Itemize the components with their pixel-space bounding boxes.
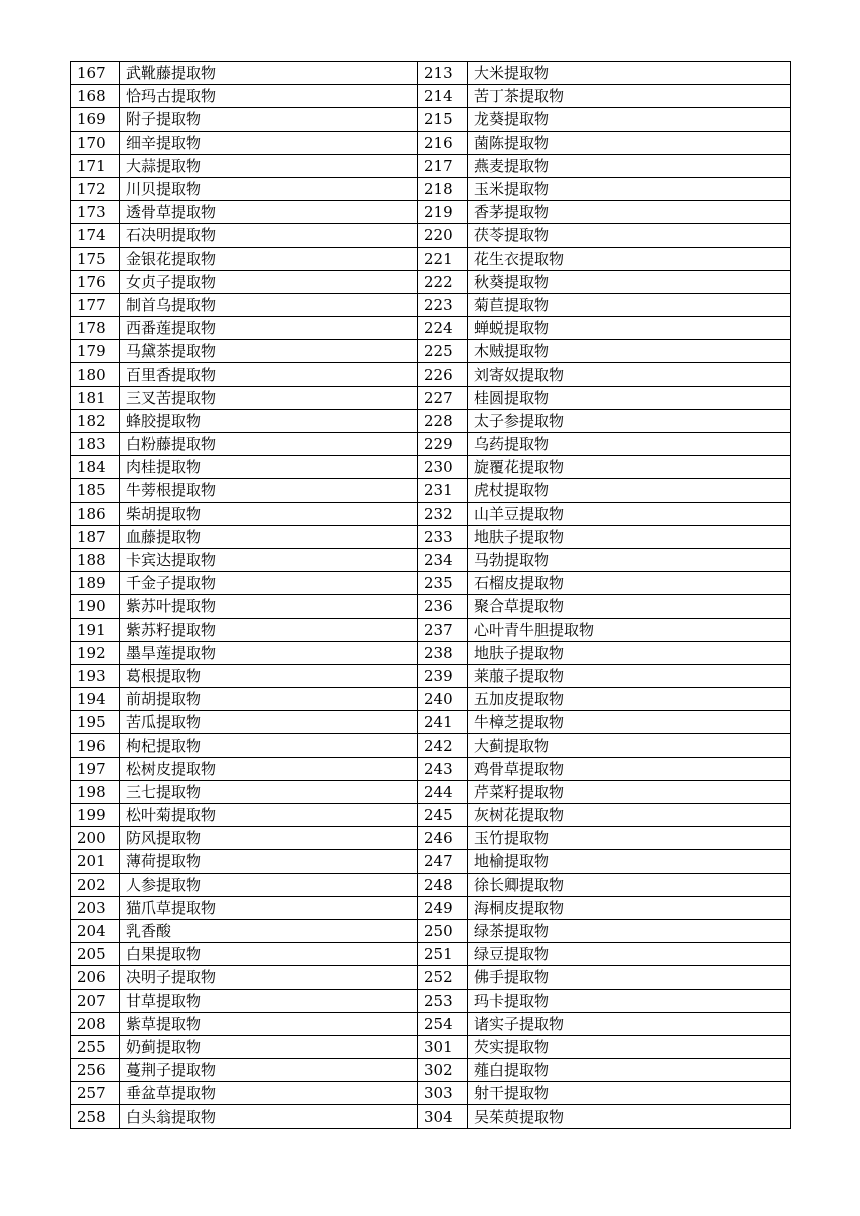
right-number-cell: 217 [418, 154, 468, 177]
table-row [71, 85, 791, 108]
right-number-cell: 252 [418, 966, 468, 989]
left-ingredient-cell: 垂盆草提取物 [120, 1082, 418, 1105]
table-row [71, 247, 791, 270]
left-number-cell: 258 [71, 1105, 120, 1128]
left-ingredient-cell: 川贝提取物 [120, 177, 418, 200]
left-ingredient-cell: 薄荷提取物 [120, 850, 418, 873]
left-number-cell: 176 [71, 270, 120, 293]
left-number-cell: 183 [71, 433, 120, 456]
table-row [71, 873, 791, 896]
left-number-cell: 194 [71, 688, 120, 711]
left-number-cell: 198 [71, 780, 120, 803]
table-row [71, 340, 791, 363]
right-ingredient-cell: 虎杖提取物 [468, 479, 791, 502]
right-number-cell: 243 [418, 757, 468, 780]
right-ingredient-cell: 芡实提取物 [468, 1035, 791, 1058]
left-ingredient-cell: 葛根提取物 [120, 664, 418, 687]
left-number-cell: 169 [71, 108, 120, 131]
table-row [71, 919, 791, 942]
right-ingredient-cell: 地肤子提取物 [468, 525, 791, 548]
table-row [71, 363, 791, 386]
ingredient-table [70, 61, 791, 1129]
left-number-cell: 172 [71, 177, 120, 200]
table-row [71, 572, 791, 595]
left-number-cell: 186 [71, 502, 120, 525]
left-number-cell: 257 [71, 1082, 120, 1105]
right-ingredient-cell: 苦丁茶提取物 [468, 85, 791, 108]
table-row [71, 456, 791, 479]
right-ingredient-cell: 聚合草提取物 [468, 595, 791, 618]
left-number-cell: 199 [71, 804, 120, 827]
left-ingredient-cell: 防风提取物 [120, 827, 418, 850]
left-ingredient-cell: 血藤提取物 [120, 525, 418, 548]
right-ingredient-cell: 佛手提取物 [468, 966, 791, 989]
right-ingredient-cell: 乌药提取物 [468, 433, 791, 456]
right-number-cell: 223 [418, 293, 468, 316]
right-number-cell: 301 [418, 1035, 468, 1058]
right-ingredient-cell: 鸡骨草提取物 [468, 757, 791, 780]
table-row [71, 827, 791, 850]
right-ingredient-cell: 玛卡提取物 [468, 989, 791, 1012]
left-number-cell: 202 [71, 873, 120, 896]
table-row [71, 989, 791, 1012]
right-number-cell: 230 [418, 456, 468, 479]
left-number-cell: 167 [71, 62, 120, 85]
left-number-cell: 200 [71, 827, 120, 850]
table-row [71, 479, 791, 502]
left-number-cell: 207 [71, 989, 120, 1012]
right-number-cell: 228 [418, 409, 468, 432]
left-ingredient-cell: 制首乌提取物 [120, 293, 418, 316]
left-number-cell: 201 [71, 850, 120, 873]
table-row [71, 548, 791, 571]
table-row [71, 664, 791, 687]
table-row [71, 734, 791, 757]
left-number-cell: 189 [71, 572, 120, 595]
right-number-cell: 250 [418, 919, 468, 942]
left-ingredient-cell: 白粉藤提取物 [120, 433, 418, 456]
right-ingredient-cell: 秋葵提取物 [468, 270, 791, 293]
left-ingredient-cell: 马黛茶提取物 [120, 340, 418, 363]
right-ingredient-cell: 燕麦提取物 [468, 154, 791, 177]
right-ingredient-cell: 玉竹提取物 [468, 827, 791, 850]
table-row [71, 1035, 791, 1058]
right-ingredient-cell: 海桐皮提取物 [468, 896, 791, 919]
right-number-cell: 239 [418, 664, 468, 687]
right-number-cell: 303 [418, 1082, 468, 1105]
right-ingredient-cell: 灰树花提取物 [468, 804, 791, 827]
table-row [71, 525, 791, 548]
table-row [71, 618, 791, 641]
table-row [71, 108, 791, 131]
table-row [71, 154, 791, 177]
left-ingredient-cell: 紫草提取物 [120, 1012, 418, 1035]
right-number-cell: 233 [418, 525, 468, 548]
right-number-cell: 244 [418, 780, 468, 803]
left-number-cell: 173 [71, 201, 120, 224]
right-ingredient-cell: 心叶青牛胆提取物 [468, 618, 791, 641]
left-number-cell: 168 [71, 85, 120, 108]
right-ingredient-cell: 玉米提取物 [468, 177, 791, 200]
right-number-cell: 235 [418, 572, 468, 595]
table-row [71, 896, 791, 919]
left-ingredient-cell: 白头翁提取物 [120, 1105, 418, 1128]
right-number-cell: 221 [418, 247, 468, 270]
right-ingredient-cell: 旋覆花提取物 [468, 456, 791, 479]
right-number-cell: 241 [418, 711, 468, 734]
left-ingredient-cell: 大蒜提取物 [120, 154, 418, 177]
table-row [71, 1059, 791, 1082]
right-ingredient-cell: 木贼提取物 [468, 340, 791, 363]
table-row [71, 62, 791, 85]
left-number-cell: 175 [71, 247, 120, 270]
right-ingredient-cell: 牛樟芝提取物 [468, 711, 791, 734]
left-ingredient-cell: 三叉苦提取物 [120, 386, 418, 409]
left-ingredient-cell: 墨旱莲提取物 [120, 641, 418, 664]
right-number-cell: 224 [418, 317, 468, 340]
right-number-cell: 232 [418, 502, 468, 525]
table-row [71, 1082, 791, 1105]
left-number-cell: 255 [71, 1035, 120, 1058]
ingredient-table-body [71, 62, 791, 1129]
right-ingredient-cell: 五加皮提取物 [468, 688, 791, 711]
right-ingredient-cell: 马勃提取物 [468, 548, 791, 571]
left-number-cell: 171 [71, 154, 120, 177]
right-ingredient-cell: 石榴皮提取物 [468, 572, 791, 595]
table-row [71, 131, 791, 154]
right-number-cell: 234 [418, 548, 468, 571]
left-ingredient-cell: 前胡提取物 [120, 688, 418, 711]
left-number-cell: 179 [71, 340, 120, 363]
left-number-cell: 256 [71, 1059, 120, 1082]
right-ingredient-cell: 诸实子提取物 [468, 1012, 791, 1035]
right-ingredient-cell: 桂圆提取物 [468, 386, 791, 409]
table-row [71, 293, 791, 316]
table-row [71, 804, 791, 827]
left-number-cell: 191 [71, 618, 120, 641]
table-row [71, 780, 791, 803]
left-number-cell: 180 [71, 363, 120, 386]
left-number-cell: 192 [71, 641, 120, 664]
table-row [71, 270, 791, 293]
left-number-cell: 185 [71, 479, 120, 502]
left-ingredient-cell: 卡宾达提取物 [120, 548, 418, 571]
left-ingredient-cell: 蔓荆子提取物 [120, 1059, 418, 1082]
right-number-cell: 216 [418, 131, 468, 154]
left-ingredient-cell: 决明子提取物 [120, 966, 418, 989]
right-number-cell: 225 [418, 340, 468, 363]
left-number-cell: 177 [71, 293, 120, 316]
left-number-cell: 204 [71, 919, 120, 942]
right-ingredient-cell: 芹菜籽提取物 [468, 780, 791, 803]
left-number-cell: 188 [71, 548, 120, 571]
left-number-cell: 195 [71, 711, 120, 734]
table-row [71, 595, 791, 618]
left-number-cell: 182 [71, 409, 120, 432]
left-ingredient-cell: 西番莲提取物 [120, 317, 418, 340]
right-ingredient-cell: 菌陈提取物 [468, 131, 791, 154]
left-number-cell: 170 [71, 131, 120, 154]
left-number-cell: 193 [71, 664, 120, 687]
right-ingredient-cell: 吴茱萸提取物 [468, 1105, 791, 1128]
left-number-cell: 196 [71, 734, 120, 757]
right-number-cell: 222 [418, 270, 468, 293]
right-ingredient-cell: 大蓟提取物 [468, 734, 791, 757]
table-row [71, 966, 791, 989]
right-ingredient-cell: 菊苣提取物 [468, 293, 791, 316]
left-ingredient-cell: 透骨草提取物 [120, 201, 418, 224]
left-ingredient-cell: 恰玛古提取物 [120, 85, 418, 108]
left-ingredient-cell: 百里香提取物 [120, 363, 418, 386]
right-ingredient-cell: 刘寄奴提取物 [468, 363, 791, 386]
right-number-cell: 247 [418, 850, 468, 873]
table-row [71, 317, 791, 340]
table-row [71, 386, 791, 409]
left-number-cell: 197 [71, 757, 120, 780]
right-number-cell: 219 [418, 201, 468, 224]
left-ingredient-cell: 白果提取物 [120, 943, 418, 966]
table-row [71, 1105, 791, 1128]
right-ingredient-cell: 射干提取物 [468, 1082, 791, 1105]
right-number-cell: 302 [418, 1059, 468, 1082]
right-ingredient-cell: 地榆提取物 [468, 850, 791, 873]
table-row [71, 409, 791, 432]
right-ingredient-cell: 太子参提取物 [468, 409, 791, 432]
left-ingredient-cell: 松树皮提取物 [120, 757, 418, 780]
right-ingredient-cell: 薤白提取物 [468, 1059, 791, 1082]
left-ingredient-cell: 千金子提取物 [120, 572, 418, 595]
right-number-cell: 248 [418, 873, 468, 896]
right-ingredient-cell: 绿茶提取物 [468, 919, 791, 942]
table-row [71, 502, 791, 525]
left-ingredient-cell: 柴胡提取物 [120, 502, 418, 525]
left-number-cell: 203 [71, 896, 120, 919]
table-row [71, 943, 791, 966]
right-number-cell: 213 [418, 62, 468, 85]
left-ingredient-cell: 附子提取物 [120, 108, 418, 131]
right-ingredient-cell: 地肤子提取物 [468, 641, 791, 664]
right-number-cell: 246 [418, 827, 468, 850]
right-number-cell: 249 [418, 896, 468, 919]
table-row [71, 757, 791, 780]
left-ingredient-cell: 金银花提取物 [120, 247, 418, 270]
right-number-cell: 218 [418, 177, 468, 200]
left-ingredient-cell: 甘草提取物 [120, 989, 418, 1012]
right-number-cell: 236 [418, 595, 468, 618]
left-ingredient-cell: 细辛提取物 [120, 131, 418, 154]
right-number-cell: 240 [418, 688, 468, 711]
left-number-cell: 178 [71, 317, 120, 340]
table-row [71, 177, 791, 200]
right-number-cell: 251 [418, 943, 468, 966]
right-ingredient-cell: 徐长卿提取物 [468, 873, 791, 896]
left-number-cell: 181 [71, 386, 120, 409]
left-number-cell: 174 [71, 224, 120, 247]
left-ingredient-cell: 乳香酸 [120, 919, 418, 942]
table-row [71, 688, 791, 711]
left-ingredient-cell: 松叶菊提取物 [120, 804, 418, 827]
right-number-cell: 214 [418, 85, 468, 108]
right-ingredient-cell: 茯苓提取物 [468, 224, 791, 247]
left-number-cell: 208 [71, 1012, 120, 1035]
right-number-cell: 253 [418, 989, 468, 1012]
right-ingredient-cell: 大米提取物 [468, 62, 791, 85]
table-row [71, 201, 791, 224]
right-ingredient-cell: 香茅提取物 [468, 201, 791, 224]
right-number-cell: 215 [418, 108, 468, 131]
left-ingredient-cell: 女贞子提取物 [120, 270, 418, 293]
left-number-cell: 187 [71, 525, 120, 548]
left-ingredient-cell: 三七提取物 [120, 780, 418, 803]
left-number-cell: 184 [71, 456, 120, 479]
left-ingredient-cell: 奶蓟提取物 [120, 1035, 418, 1058]
left-ingredient-cell: 猫爪草提取物 [120, 896, 418, 919]
right-number-cell: 242 [418, 734, 468, 757]
right-number-cell: 245 [418, 804, 468, 827]
right-number-cell: 231 [418, 479, 468, 502]
right-number-cell: 237 [418, 618, 468, 641]
table-row [71, 224, 791, 247]
right-ingredient-cell: 龙葵提取物 [468, 108, 791, 131]
left-ingredient-cell: 蜂胶提取物 [120, 409, 418, 432]
right-number-cell: 304 [418, 1105, 468, 1128]
table-row [71, 433, 791, 456]
right-ingredient-cell: 花生衣提取物 [468, 247, 791, 270]
right-number-cell: 226 [418, 363, 468, 386]
left-number-cell: 206 [71, 966, 120, 989]
left-ingredient-cell: 紫苏籽提取物 [120, 618, 418, 641]
right-number-cell: 220 [418, 224, 468, 247]
left-ingredient-cell: 武靴藤提取物 [120, 62, 418, 85]
left-ingredient-cell: 牛蒡根提取物 [120, 479, 418, 502]
left-ingredient-cell: 紫苏叶提取物 [120, 595, 418, 618]
table-row [71, 641, 791, 664]
left-ingredient-cell: 苦瓜提取物 [120, 711, 418, 734]
right-number-cell: 229 [418, 433, 468, 456]
right-ingredient-cell: 蝉蜕提取物 [468, 317, 791, 340]
table-row [71, 850, 791, 873]
left-ingredient-cell: 肉桂提取物 [120, 456, 418, 479]
left-ingredient-cell: 人参提取物 [120, 873, 418, 896]
right-ingredient-cell: 绿豆提取物 [468, 943, 791, 966]
left-number-cell: 205 [71, 943, 120, 966]
right-ingredient-cell: 莱菔子提取物 [468, 664, 791, 687]
left-number-cell: 190 [71, 595, 120, 618]
right-ingredient-cell: 山羊豆提取物 [468, 502, 791, 525]
left-ingredient-cell: 枸杞提取物 [120, 734, 418, 757]
table-row [71, 1012, 791, 1035]
table-row [71, 711, 791, 734]
right-number-cell: 227 [418, 386, 468, 409]
right-number-cell: 254 [418, 1012, 468, 1035]
left-ingredient-cell: 石决明提取物 [120, 224, 418, 247]
right-number-cell: 238 [418, 641, 468, 664]
